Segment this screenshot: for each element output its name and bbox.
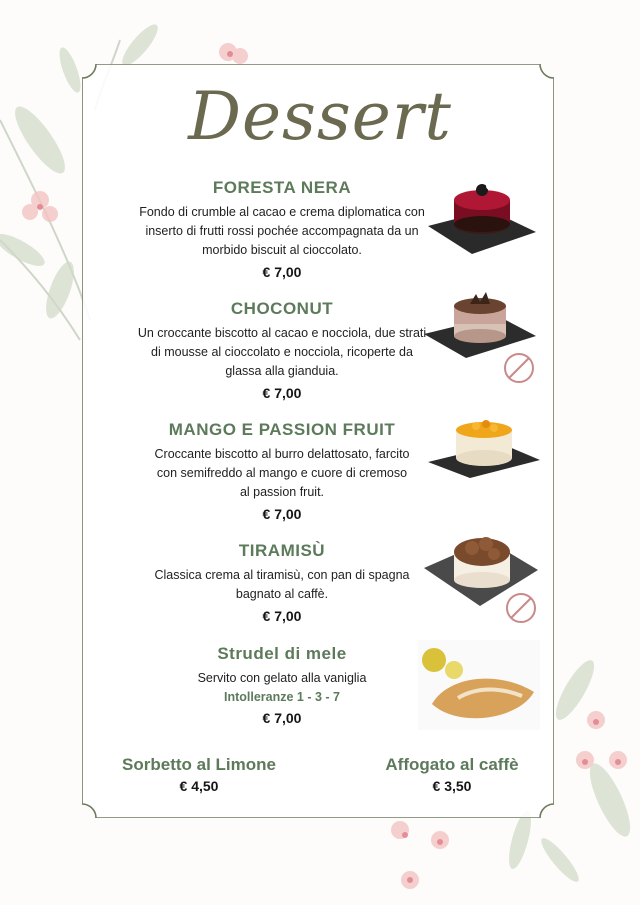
item-name: FORESTA NERA [212, 178, 352, 197]
desc-line: di mousse al cioccolato e nocciola, ricoperte da [151, 345, 413, 359]
item-description [104, 566, 460, 604]
item-price: € 7,00 [262, 385, 302, 401]
item-name: MANGO E PASSION FRUIT [168, 420, 396, 439]
item-description [104, 669, 460, 688]
item-description [104, 445, 460, 502]
desc-line: al passion fruit. [239, 485, 325, 499]
menu-item-strudel [104, 644, 460, 726]
desc-line: Fondo di crumble al cacao e crema diplomatica con [139, 205, 425, 219]
menu-item-tiramisu [104, 541, 460, 624]
menu-item-foresta-nera [104, 178, 460, 280]
item-name: Strudel di mele [217, 644, 347, 663]
item-description [104, 324, 460, 381]
strudel-image [418, 640, 540, 730]
special-affogato [364, 755, 540, 794]
desc-line: Servito con gelato alla vaniglia [197, 671, 367, 685]
mango-passion-fruit-image [424, 414, 544, 489]
item-description [104, 203, 460, 260]
item-name: Sorbetto al Limone [122, 755, 276, 774]
allergens-note: Intolleranze 1 - 3 - 7 [223, 690, 340, 704]
special-sorbetto [104, 755, 294, 794]
foresta-nera-image [420, 176, 540, 266]
item-name: TIRAMISÙ [238, 541, 326, 560]
item-name: Affogato al caffè [385, 755, 519, 774]
item-price: € 3,50 [432, 778, 472, 794]
desc-line: inserto di frutti rossi pochée accompagnata da un [145, 224, 419, 238]
desc-line: glassa alla gianduia. [225, 364, 339, 378]
lactose-free-badge [503, 352, 535, 384]
item-price: € 7,00 [262, 264, 302, 280]
menu-item-mango-passion-fruit [104, 420, 460, 522]
item-price: € 4,50 [179, 778, 219, 794]
item-price: € 7,00 [262, 608, 302, 624]
desc-line: morbido biscuit al cioccolato. [202, 243, 362, 257]
desc-line: con semifreddo al mango e cuore di cremoso [156, 466, 408, 480]
desc-line: Croccante biscotto al burro delattosato, farcito [154, 447, 410, 461]
desc-line: Un croccante biscotto al cacao e nocciola, due strati [137, 326, 427, 340]
menu-item-choconut [104, 299, 460, 401]
item-price: € 7,00 [262, 710, 302, 726]
desc-line: Classica crema al tiramisù, con pan di spagna [154, 568, 410, 582]
item-price: € 7,00 [262, 506, 302, 522]
item-name: CHOCONUT [230, 299, 334, 318]
menu-title: Dessert [188, 78, 452, 155]
desc-line: bagnato al caffè. [235, 587, 329, 601]
lactose-free-badge [505, 592, 537, 624]
